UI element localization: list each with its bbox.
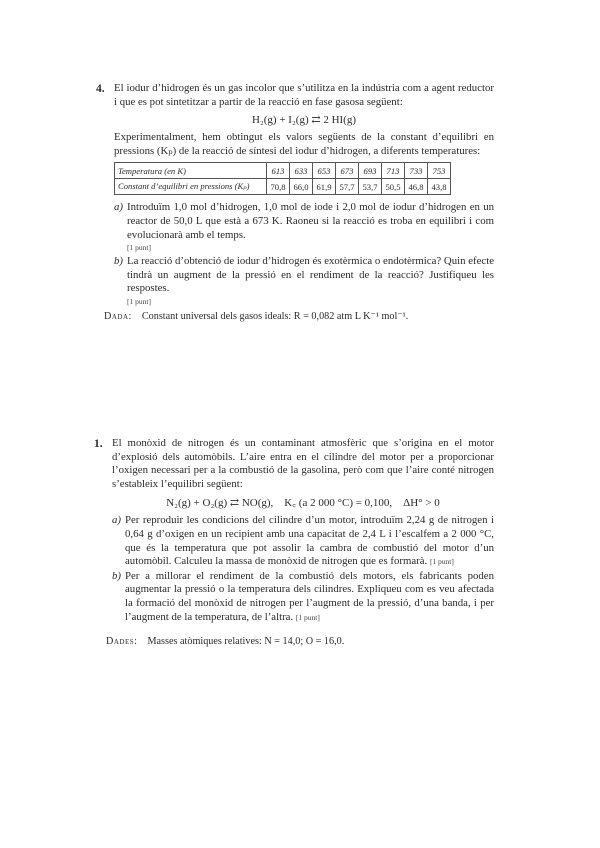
question-4 [96, 82, 494, 322]
temperature-cell: 653 [313, 163, 336, 179]
reaction-equation: N₂(g) + O₂(g) ⇄ NO(g), K꜀ (a 2 000 °C) = 0,100, ΔH° > 0 [166, 497, 440, 510]
subquestion-text: La reacció d’obtenció de iodur d’hidrogen és exotèrmica o endotèrmica? Quin efecte tindrà un augment de la pressió en el rendiment de la reacció? Justifiqueu les respostes. [127, 255, 494, 295]
question-number: 1. [94, 438, 103, 450]
temperature-cell: 613 [267, 163, 290, 179]
constant-row-label: Constant d’equilibri en pressions (Kₚ) [115, 179, 267, 195]
constant-cell: 57,7 [336, 179, 359, 195]
subquestion-body: Per reproduir les condicions del cilindre d’un motor, introduïm 2,24 g de nitrogen i 0,64 g d’oxigen en un recipient amb una capacitat de 2,4 L i l’escalfem a 2 000 °C, que és la temperatura que pot assolir la cambra de combustió del motor d’un automòbil. Calculeu la massa de monòxid de nitrogen que es formarà. [125, 514, 494, 568]
data-text: Constant universal dels gasos ideals: R = 0,082 atm L K⁻¹ mol⁻¹. [141, 310, 409, 322]
constant-cell: 53,7 [359, 179, 382, 195]
data-heading: Dades: [106, 636, 138, 648]
temperature-cell: 753 [428, 163, 451, 179]
question-number: 4. [96, 83, 105, 95]
points-label: [1 punt] [127, 243, 151, 253]
temperature-row [115, 163, 451, 179]
subquestion-label: b) [114, 255, 123, 268]
question-intro: El iodur d’hidrogen és un gas incolor que s’utilitza en la indústria com a agent reductor i que es pot sintetitzar a partir de la reacció en fase gasosa següent: [114, 82, 494, 108]
data-text: Masses atòmiques relatives: N = 14,0; O = 16,0. [147, 636, 345, 648]
temperature-cell: 733 [405, 163, 428, 179]
subquestion-label: b) [112, 569, 121, 582]
equilibrium-table [114, 162, 451, 195]
subquestion-a [114, 201, 494, 252]
temperature-cell: 693 [359, 163, 382, 179]
points-label: [1 punt] [429, 557, 454, 567]
subquestion-label: a) [114, 201, 123, 214]
subquestion-b [112, 570, 494, 624]
subquestion-text [125, 514, 494, 568]
constant-cell: 66,0 [290, 179, 313, 195]
constant-cell: 50,5 [382, 179, 405, 195]
points-label: [1 punt] [127, 296, 151, 306]
question-1 [94, 437, 494, 647]
temperature-cell: 633 [290, 163, 313, 179]
temperature-cell: 713 [382, 163, 405, 179]
subquestion-text: Introduïm 1,0 mol d’hidrogen, 1,0 mol de iode i 2,0 mol de iodur d’hidrogen en un reactor de 50,0 L que està a 673 K. Raoneu si la reacció es troba en equilibri i com evolucionarà amb el temps. [127, 201, 494, 241]
data-note [106, 636, 494, 647]
constant-cell: 43,8 [428, 179, 451, 195]
reaction-equation: H₂(g) + I₂(g) ⇄ 2 HI(g) [251, 114, 357, 127]
constant-row [115, 179, 451, 195]
constant-cell: 70,8 [267, 179, 290, 195]
subquestion-text [125, 570, 494, 624]
data-heading: Dada: [104, 310, 132, 322]
subquestion-body: Per a millorar el rendiment de la combustió dels motors, els fabricants poden augmentar la pressió o la temperatura dels cilindres. Expliqueu com es veu afectada la formació del monòxid de nitrogen per l’augment de la pressió, d’una banda, i per l’augment de la temperatura, de l’altra. [125, 569, 494, 623]
temperature-cell: 673 [336, 163, 359, 179]
constant-cell: 46,8 [405, 179, 428, 195]
temperature-row-label: Temperatura (en K) [115, 163, 267, 179]
question-intro: El monòxid de nitrogen és un contaminant atmosfèric que s’origina en el motor d’explosió dels automòbils. L’aire entra en el cilindre del motor per a proporcionar l’oxigen necessari per a la combustió de la gasolina, però com que l’aire conté nitrogen s’estableix l’equilibri següent: [112, 437, 494, 490]
subquestion-a [112, 514, 494, 568]
constant-cell: 61,9 [313, 179, 336, 195]
experimental-text: Experimentalment, hem obtingut els valors següents de la constant d’equilibri en pressions (Kₚ) de la reacció de síntesi del iodur d’hidrogen, a diferents temperatures: [114, 131, 494, 157]
data-note [104, 311, 494, 322]
subquestion-label: a) [112, 514, 121, 527]
points-label: [1 punt] [295, 612, 320, 622]
subquestion-b [114, 255, 494, 306]
